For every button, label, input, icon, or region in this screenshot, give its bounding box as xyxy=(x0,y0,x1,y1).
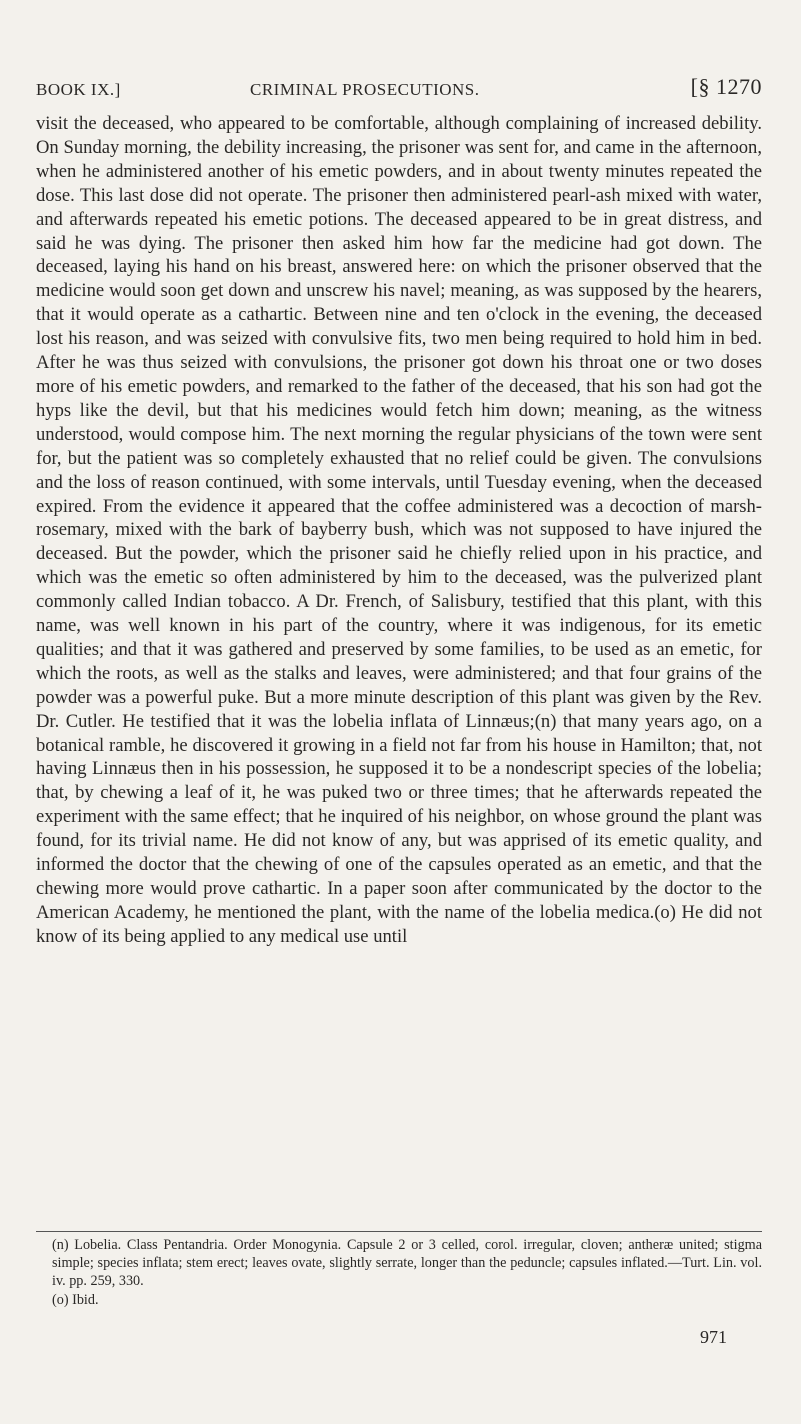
running-header xyxy=(36,74,762,110)
footnote-divider xyxy=(36,1231,762,1232)
header-title: CRIMINAL PROSECUTIONS. xyxy=(250,80,480,99)
footnotes xyxy=(52,1236,762,1309)
header-section-number: [§ 1270 xyxy=(690,74,762,99)
body-text xyxy=(36,112,762,949)
footnote-o: (o) Ibid. xyxy=(52,1291,99,1308)
page-number: 971 xyxy=(700,1327,727,1347)
footnote-n: (n) Lobelia. Class Pentandria. Order Monogynia. Capsule 2 or 3 celled, corol. irregular, cloven; antheræ united; stigma simple; species inflata; stem erect; leaves ovate, slightly serrate, longer than the peduncle; capsules inflated.—Turt. Lin. vol. iv. pp. 259, 330. xyxy=(52,1237,762,1290)
header-book-label: BOOK IX.] xyxy=(36,80,121,99)
body-paragraph: visit the deceased, who appeared to be comfortable, although complaining of increased debility. On Sunday morning, the debility increasing, the prisoner was sent for, and came in the afternoon, when he administered another of his emetic powders, and in about twenty minutes repeated the dose. This last dose did not operate. The prisoner then administered pearl-ash mixed with water, and afterwards repeated his emetic potions. The deceased appeared to be in great distress, and said he was dying. The prisoner then asked him how far the medicine had got down. The deceased, laying his hand on his breast, answered here: on which the prisoner observed that the medicine would soon get down and unscrew his navel; meaning, as was supposed by the hearers, that it would operate as a cathartic. Between nine and ten o'clock in the evening, the deceased lost his reason, and was seized with convulsive fits, two men being required to hold him in bed. After he was thus seized with convulsions, the prisoner got down his throat one or two doses more of his emetic powders, and remarked to the father of the deceased, that his son had got the hyps like the devil, but that his medicines would fetch him down; meaning, as the witness understood, would compose him. The next morning the regular physicians of the town were sent for, but the patient was so completely exhausted that no relief could be given. The convulsions and the loss of reason continued, with some intervals, until Tuesday evening, when the deceased expired. From the evidence it appeared that the coffee administered was a decoction of marsh-rosemary, mixed with the bark of bayberry bush, which was not supposed to have injured the deceased. But the powder, which the prisoner said he chiefly relied upon in his practice, and which was the emetic so often administered by him to the deceased, was the pulverized plant commonly called Indian tobacco. A Dr. French, of Salisbury, testified that this plant, with this name, was well known in his part of the country, where it was indigenous, for its emetic qualities; and that it was gathered and preserved by some families, to be used as an emetic, for which the roots, as well as the stalks and leaves, were administered; and that four grains of the powder was a powerful puke. But a more minute description of this plant was given by the Rev. Dr. Cutler. He testified that it was the lobelia inflata of Linnæus;(n) that many years ago, on a botanical ramble, he discovered it growing in a field not far from his house in Hamilton; that, not having Linnæus then in his possession, he supposed it to be a nondescript species of the lobelia; that, by chewing a leaf of it, he was puked two or three times; that he afterwards repeated the experiment with the same effect; that he inquired of his neighbor, on whose ground the plant was found, for its trivial name. He did not know of any, but was apprised of its emetic quality, and informed the doctor that the chewing of one of the capsules operated as an emetic, and that the chewing more would prove cathartic. In a paper soon after communicated by the doctor to the American Academy, he mentioned the plant, with the name of the lobelia medica.(o) He did not know of its being applied to any medical use until xyxy=(36,113,762,947)
